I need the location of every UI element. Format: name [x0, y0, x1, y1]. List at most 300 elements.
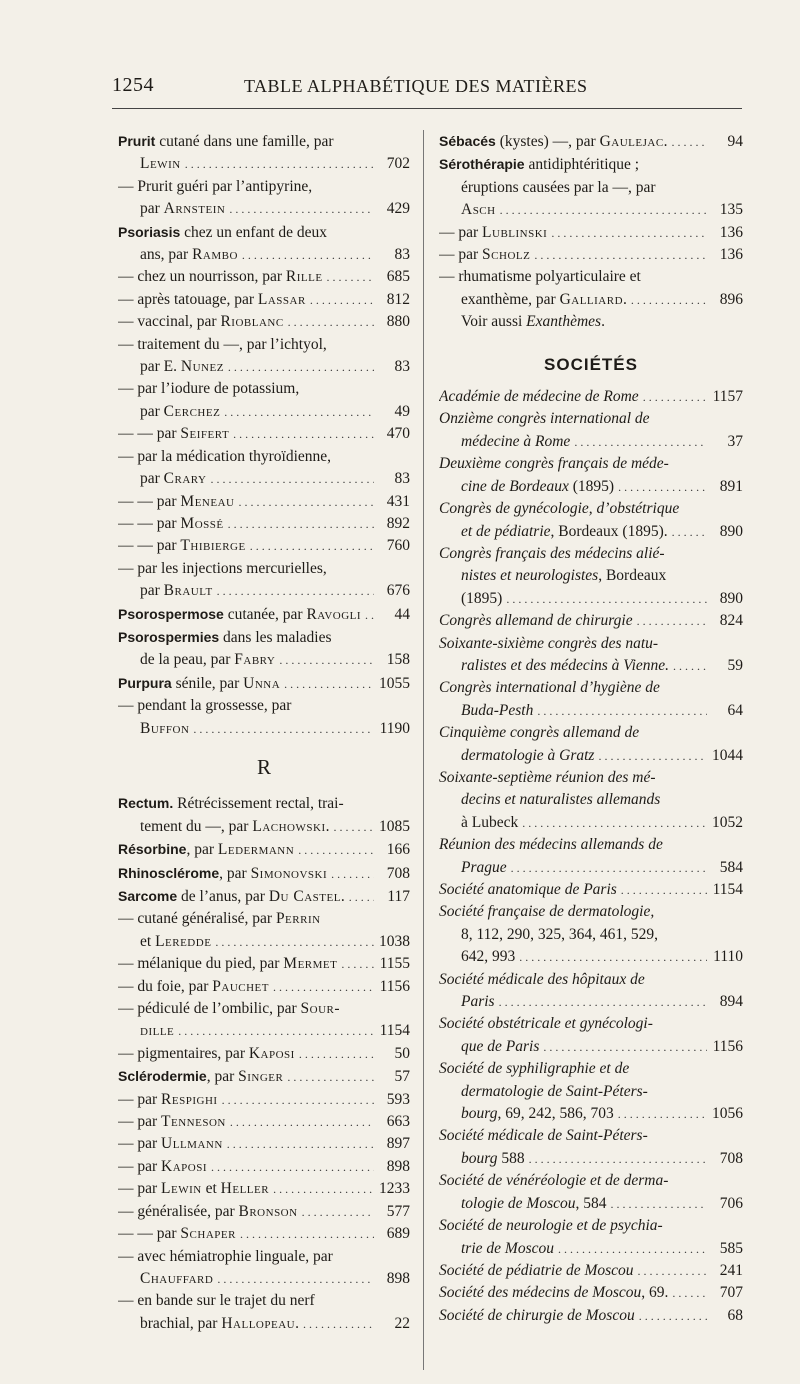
entry-text: dans les maladies — [219, 628, 332, 646]
society-title: Société médicale des hôpitaux de — [439, 970, 645, 988]
entry-text: Rétrécissement rectal, trai- — [173, 795, 344, 813]
index-entry — [439, 130, 743, 311]
dot-leader — [273, 976, 374, 998]
entry-text: — par — [118, 1090, 162, 1108]
index-line-text — [461, 179, 656, 196]
page-reference: 83 — [394, 470, 410, 488]
dot-leader — [224, 401, 374, 423]
entry-text: et — [140, 932, 156, 950]
entry-text: 8, 112, 290, 325, 364, 461, 529, — [461, 925, 659, 943]
headword: Sérothérapie — [439, 156, 525, 173]
entry-text: brachial, par — [140, 1314, 222, 1332]
index-line-text — [439, 455, 669, 472]
dot-leader — [639, 1305, 707, 1327]
entry-text: tement du —, par — [140, 817, 253, 835]
index-line-text — [439, 1172, 668, 1189]
dot-leader — [217, 1268, 374, 1290]
dot-leader — [522, 812, 707, 834]
index-line-text — [118, 1133, 223, 1155]
dot-leader — [178, 1020, 374, 1042]
index-line — [439, 1125, 743, 1147]
page-reference: 593 — [386, 1090, 410, 1108]
index-line-text — [118, 133, 334, 150]
dot-leader — [233, 423, 374, 445]
page-reference: 1055 — [379, 674, 410, 692]
page-reference: 890 — [719, 522, 743, 540]
entry-text: — pigmentaires, par — [118, 1044, 249, 1062]
page-reference: 64 — [727, 701, 743, 719]
index-line — [118, 311, 410, 333]
index-line — [118, 1089, 410, 1111]
entry-text: chez un enfant de deux — [180, 223, 328, 241]
index-line — [439, 767, 743, 789]
page-reference: 83 — [394, 246, 410, 264]
index-line-text — [118, 1043, 295, 1065]
dot-leader — [228, 356, 374, 378]
society-title: dermatologie de Saint-Péters- — [461, 1082, 648, 1100]
society-title: Onzième congrès international de — [439, 410, 650, 428]
index-line — [118, 1111, 410, 1133]
dot-leader — [618, 1103, 707, 1125]
page-reference: 708 — [386, 864, 410, 882]
section-heading-societes: SOCIÉTÉS — [544, 354, 638, 374]
index-line-text — [461, 476, 614, 498]
index-line-text — [140, 718, 189, 740]
author-name: Kaposi — [248, 1044, 295, 1062]
society-title: Deuxième congrès français de méde- — [439, 455, 669, 473]
index-line — [439, 789, 743, 811]
dot-leader — [534, 244, 707, 266]
dot-leader — [365, 604, 374, 626]
dot-leader — [298, 839, 374, 861]
page-reference: 1154 — [712, 881, 743, 898]
index-line — [118, 603, 410, 626]
entry-text: par — [140, 582, 164, 600]
author-name: Rambo — [192, 246, 238, 264]
index-line — [439, 408, 743, 430]
author-name: Lewin — [140, 155, 181, 173]
page-reference: 898 — [386, 1157, 410, 1175]
index-line-text — [140, 401, 220, 423]
index-line-text — [439, 879, 617, 901]
dot-leader — [240, 1223, 374, 1245]
index-line — [439, 1103, 743, 1125]
index-line — [439, 177, 743, 199]
headword: Rectum. — [118, 795, 174, 812]
entry-text: , 69. — [641, 1284, 669, 1302]
index-line-text — [118, 178, 312, 195]
entry-text: — traitement du —, par l’ichtyol, — [118, 335, 327, 353]
page-reference: 676 — [386, 582, 410, 600]
index-line — [118, 378, 410, 400]
society-title: Congrès de gynécologie, d’obstétrique — [439, 500, 680, 518]
index-line-text — [461, 199, 496, 221]
dot-leader — [631, 289, 707, 311]
entry-text: (1895) — [568, 477, 615, 495]
dot-leader — [185, 153, 374, 175]
entry-text: 642, 993 — [461, 948, 516, 966]
page-reference: 49 — [394, 402, 410, 420]
dot-leader — [229, 198, 374, 220]
index-line-text — [439, 244, 530, 266]
index-line-text — [461, 1103, 614, 1125]
entry-text: — vaccinal, par — [118, 313, 221, 331]
dot-leader — [273, 1178, 374, 1200]
page-reference: 894 — [719, 993, 743, 1011]
entry-text: — par — [439, 223, 483, 241]
see-also-suffix: . — [601, 313, 605, 331]
index-line — [118, 626, 410, 649]
index-line — [439, 1036, 743, 1058]
index-line-text — [140, 244, 238, 266]
page-reference: 812 — [386, 290, 410, 308]
author-name: Crary — [163, 470, 207, 488]
index-line-text — [118, 423, 229, 445]
entry-text: , par — [206, 1068, 239, 1086]
entry-text: — en bande sur le trajet du nerf — [118, 1292, 315, 1310]
author-name: Lewin — [161, 1180, 202, 1198]
index-line-text — [140, 468, 206, 490]
index-line-text — [118, 910, 321, 927]
dot-leader — [284, 673, 374, 695]
right-column — [439, 130, 743, 1327]
page-reference: 685 — [386, 268, 410, 286]
dot-leader — [672, 521, 707, 543]
index-line-text — [118, 1292, 315, 1309]
index-line-text — [140, 356, 224, 378]
dot-leader — [643, 386, 707, 408]
index-line — [439, 1170, 743, 1192]
entry-text: — par — [118, 1135, 162, 1153]
entry-text: par — [140, 470, 164, 488]
left-column — [118, 130, 410, 1335]
entry-text: , par — [186, 841, 218, 859]
page-reference: 880 — [386, 313, 410, 331]
index-line-text — [461, 991, 495, 1013]
index-line-text — [140, 153, 181, 175]
entry-text: (1895) — [461, 589, 503, 607]
index-line-text — [439, 1305, 635, 1327]
author-name: Ledermann — [217, 841, 295, 859]
page-reference: 890 — [719, 589, 743, 607]
index-line-text — [439, 1060, 629, 1077]
index-line — [439, 946, 743, 968]
entry-text: antidiphtéritique ; — [524, 156, 640, 174]
entry-text: — — par — [118, 1225, 181, 1243]
dot-leader — [210, 468, 374, 490]
index-line — [118, 1313, 410, 1335]
index-line-text — [461, 857, 507, 879]
entry-text: éruptions causées par la —, par — [461, 178, 656, 196]
page-reference: 707 — [719, 1284, 743, 1302]
index-line-text — [118, 1156, 207, 1178]
society-title: trie de Moscou — [461, 1239, 554, 1257]
dot-leader — [621, 879, 707, 901]
index-line-text — [118, 1089, 218, 1111]
index-line-text — [118, 838, 294, 861]
index-line — [118, 1223, 410, 1245]
society-title: Société de vénéréologie et de derma- — [439, 1172, 669, 1190]
index-line-text — [140, 198, 225, 220]
page-reference: 898 — [386, 1269, 410, 1287]
index-line-text — [118, 885, 345, 908]
entry-text: par — [140, 402, 164, 420]
index-line-text — [118, 1000, 340, 1017]
dot-leader — [193, 718, 374, 740]
headword: Psorospermose — [118, 605, 224, 622]
index-line-text — [118, 513, 224, 535]
author-name: Rille — [285, 268, 323, 286]
entries-p-group — [118, 130, 410, 740]
page-reference: 585 — [719, 1239, 743, 1257]
author-name: Ullmann — [161, 1135, 223, 1153]
society-title: et de pédiatrie — [461, 522, 551, 540]
dot-leader — [310, 289, 374, 311]
index-line-text — [439, 1127, 648, 1144]
society-title: Société anatomique de Paris — [439, 881, 617, 898]
index-entry — [439, 386, 743, 1327]
index-line-text — [118, 697, 291, 714]
entry-text: cutané dans une famille, par — [155, 133, 334, 150]
dot-leader — [500, 199, 707, 221]
entries-societes-group — [439, 386, 743, 1327]
author-name: Buffon — [140, 719, 190, 737]
index-line-text — [439, 386, 639, 408]
index-line — [118, 491, 410, 513]
dot-leader — [299, 1043, 374, 1065]
page-reference: 760 — [386, 537, 410, 555]
headword: Sébacés — [439, 133, 496, 149]
society-title: Congrès allemand de chirurgie — [439, 612, 633, 630]
index-line — [118, 221, 410, 244]
dot-leader — [287, 1066, 374, 1088]
society-title: Cinquième congrès allemand de — [439, 724, 640, 742]
author-name: Schaper — [180, 1225, 236, 1243]
dot-leader — [529, 1148, 707, 1170]
see-also-line — [439, 311, 743, 333]
index-line — [118, 130, 410, 153]
headword: Psorospermies — [118, 628, 220, 645]
index-line-text — [461, 588, 502, 610]
index-line — [118, 244, 410, 266]
index-line — [439, 1305, 743, 1327]
entry-text: , Bordeaux — [598, 567, 667, 585]
page-reference: 1233 — [379, 1180, 410, 1198]
entry-text: — par la médication thyroïdienne, — [118, 447, 332, 465]
index-line-text — [118, 1201, 298, 1223]
page-reference: 1156 — [712, 1037, 743, 1055]
page-reference: 824 — [719, 612, 743, 630]
dot-leader — [638, 1260, 707, 1282]
page-reference: 135 — [719, 201, 743, 219]
index-line — [439, 1282, 743, 1304]
index-line-text — [439, 1015, 653, 1032]
entry-text: , par — [219, 864, 251, 882]
index-line — [118, 976, 410, 998]
index-line — [118, 862, 410, 885]
index-line-text — [118, 862, 327, 885]
index-line — [439, 289, 743, 311]
dot-leader — [341, 953, 374, 975]
index-line-text — [118, 629, 332, 646]
index-line-text — [439, 679, 660, 696]
index-line-text — [439, 903, 654, 920]
dot-leader — [673, 655, 707, 677]
society-title: tologie de Moscou — [461, 1194, 576, 1212]
page-reference: 702 — [386, 155, 410, 173]
index-line — [118, 289, 410, 311]
dot-leader — [230, 1111, 374, 1133]
author-name: Arnstein — [163, 200, 226, 218]
society-title: bourg — [461, 1105, 498, 1123]
entry-text: par — [140, 200, 164, 218]
society-title: Société française de dermatologie, — [439, 903, 655, 921]
page-reference: 136 — [719, 223, 743, 241]
page-reference: 708 — [719, 1149, 743, 1167]
society-title: Congrès français des médecins alié- — [439, 544, 665, 562]
index-line — [439, 633, 743, 655]
index-line — [118, 1246, 410, 1268]
index-line — [118, 816, 410, 838]
index-line-text — [439, 769, 656, 786]
index-line — [439, 1215, 743, 1237]
society-title: Société de neurologie et de psychia- — [439, 1217, 663, 1235]
index-line — [118, 176, 410, 198]
entry-text: de la peau, par — [140, 651, 235, 669]
index-line — [439, 1238, 743, 1260]
index-line-text — [140, 1313, 299, 1335]
index-line-text — [118, 448, 331, 465]
index-line — [118, 953, 410, 975]
index-line-text — [461, 1193, 607, 1215]
section-heading-r: R — [256, 754, 271, 779]
dot-leader — [238, 491, 374, 513]
index-line-text — [118, 672, 280, 695]
author-name: Mossé — [180, 514, 224, 532]
index-line — [439, 199, 743, 221]
index-line — [118, 1268, 410, 1290]
entries-s-group — [439, 130, 743, 311]
society-title: Société médicale de Saint-Péters- — [439, 1127, 648, 1145]
headword: Psoriasis — [118, 223, 181, 240]
index-line-text — [118, 224, 327, 241]
index-line — [118, 535, 410, 557]
index-line — [439, 431, 743, 453]
index-line-text — [439, 222, 547, 244]
entry-text: . — [623, 290, 627, 308]
page-reference: 158 — [386, 651, 410, 669]
index-line-text — [140, 1020, 174, 1042]
entry-text: . — [663, 133, 668, 150]
society-title: Réunion des médecins allemands de — [439, 836, 663, 854]
see-also-prefix: Voir aussi — [461, 313, 527, 331]
index-line-text — [439, 635, 658, 652]
index-line — [439, 834, 743, 856]
entry-text: — par — [118, 1157, 162, 1175]
author-name: Galliard — [559, 290, 624, 308]
author-name: Leredde — [155, 932, 212, 950]
index-line — [439, 588, 743, 610]
index-line-text — [439, 545, 665, 562]
index-line-text — [118, 311, 284, 333]
running-title: TABLE ALPHABÉTIQUE DES MATIÈRES — [244, 76, 588, 96]
author-name: Lassar — [257, 290, 306, 308]
society-title: Paris — [461, 993, 495, 1011]
page-reference: 1056 — [712, 1105, 743, 1123]
society-title: Soixante-septième réunion des mé- — [439, 768, 656, 786]
index-line — [439, 812, 743, 834]
entry-text: . — [295, 1314, 299, 1332]
page-reference: 1190 — [379, 719, 410, 737]
dot-leader — [288, 311, 374, 333]
index-line-text — [461, 1238, 554, 1260]
page-reference: 59 — [727, 656, 743, 674]
index-line — [439, 244, 743, 266]
entries-r-group — [118, 792, 410, 1335]
index-line-text — [140, 580, 213, 602]
author-name: Lachowski — [252, 817, 326, 835]
page-number: 1254 — [112, 74, 154, 96]
index-line-text — [461, 926, 658, 943]
index-line — [439, 543, 743, 565]
author-name: Meneau — [180, 492, 235, 510]
index-line-text — [118, 336, 327, 353]
headword: Purpura — [118, 674, 172, 691]
index-line-text — [118, 1248, 333, 1265]
index-line-text — [439, 500, 679, 517]
index-line-text — [118, 266, 323, 288]
society-title: dermatologie à Gratz — [461, 746, 595, 764]
running-header — [112, 74, 738, 100]
society-title: Société de syphiligraphie et de — [439, 1060, 630, 1078]
index-line — [439, 700, 743, 722]
index-line — [118, 1156, 410, 1178]
index-line — [118, 356, 410, 378]
entry-text: , Bordeaux (1895). — [550, 522, 668, 540]
index-line — [118, 998, 410, 1020]
entry-text: — par — [118, 1113, 162, 1131]
index-line — [439, 924, 743, 946]
entry-text: — — par — [118, 537, 181, 555]
entry-text: — pendant la grossesse, par — [118, 697, 292, 715]
dot-leader — [598, 745, 707, 767]
index-line — [118, 558, 410, 580]
index-line-text — [439, 410, 650, 427]
index-line-text — [140, 649, 275, 671]
entry-text: ans, par — [140, 246, 193, 264]
entry-text: — du foie, par — [118, 977, 213, 995]
page-reference: 429 — [386, 200, 410, 218]
index-line — [118, 885, 410, 908]
index-line — [439, 1148, 743, 1170]
author-name: Nunez — [180, 358, 224, 376]
index-line — [439, 565, 743, 587]
society-title: decins et naturalistes allemands — [461, 791, 661, 809]
index-line — [118, 792, 410, 815]
page-reference: 1154 — [379, 1022, 410, 1040]
index-line — [118, 1201, 410, 1223]
index-line — [439, 991, 743, 1013]
column-separator — [423, 130, 424, 1370]
entry-text: . — [340, 888, 345, 905]
dot-leader — [333, 816, 374, 838]
page-reference: 584 — [719, 858, 743, 876]
index-line-text — [439, 1217, 663, 1234]
page-reference: 1155 — [379, 955, 410, 973]
entry-text: — généralisée, par — [118, 1202, 239, 1220]
index-line-text — [461, 700, 533, 722]
dot-leader — [551, 222, 707, 244]
